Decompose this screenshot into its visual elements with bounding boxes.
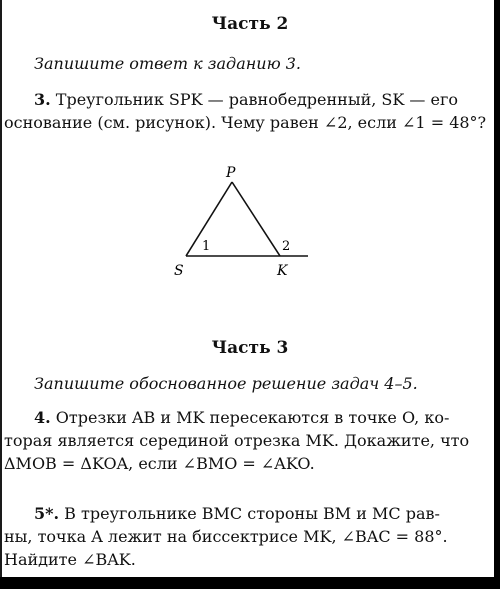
task4-number: 4. <box>34 408 51 427</box>
triangle-side-pk <box>232 182 280 256</box>
angle-label-1: 1 <box>202 239 211 254</box>
task5-text1: В треугольнике BMC стороны BM и MC рав- <box>64 504 440 523</box>
task3-text1: Треугольник SPK — равнобедренный, SK — его <box>55 90 458 109</box>
part3-title: Часть 3 <box>211 338 289 358</box>
vertex-label-k: K <box>277 263 288 279</box>
task5-line2: ны, точка A лежит на биссектрисе MK, ∠BAC = 88°. <box>4 527 448 546</box>
part2-instruction: Запишите ответ к заданию 3. <box>34 54 302 73</box>
task5-number: 5*. <box>34 504 60 523</box>
task3-line2: основание (см. рисунок). Чему равен ∠2, если ∠1 = 48°? <box>4 113 487 132</box>
task5 <box>4 502 492 571</box>
right-border <box>494 0 500 589</box>
task4-line2: торая является серединой отрезка MK. Докажите, что <box>4 431 470 450</box>
task4-line1 <box>4 406 492 429</box>
task3-line1 <box>4 88 492 111</box>
vertex-label-s: S <box>174 263 184 279</box>
bottom-border <box>0 577 500 589</box>
task3-number: 3. <box>34 90 51 109</box>
part3-instruction: Запишите обоснованное решение задач 4–5. <box>34 374 418 393</box>
left-border <box>0 0 2 589</box>
angle-label-2: 2 <box>282 239 291 254</box>
part2-title: Часть 2 <box>211 14 289 34</box>
task4-line3: ΔMOB = ΔKOA, если ∠BMO = ∠AKO. <box>4 454 315 473</box>
task3 <box>4 88 492 134</box>
task5-line3: Найдите ∠BAK. <box>4 550 136 569</box>
task4 <box>4 406 492 475</box>
task4-text1: Отрезки AB и MK пересекаются в точке O, ко- <box>55 408 450 427</box>
triangle-figure <box>160 160 320 280</box>
vertex-label-p: P <box>226 165 236 181</box>
task5-line1 <box>4 502 492 525</box>
